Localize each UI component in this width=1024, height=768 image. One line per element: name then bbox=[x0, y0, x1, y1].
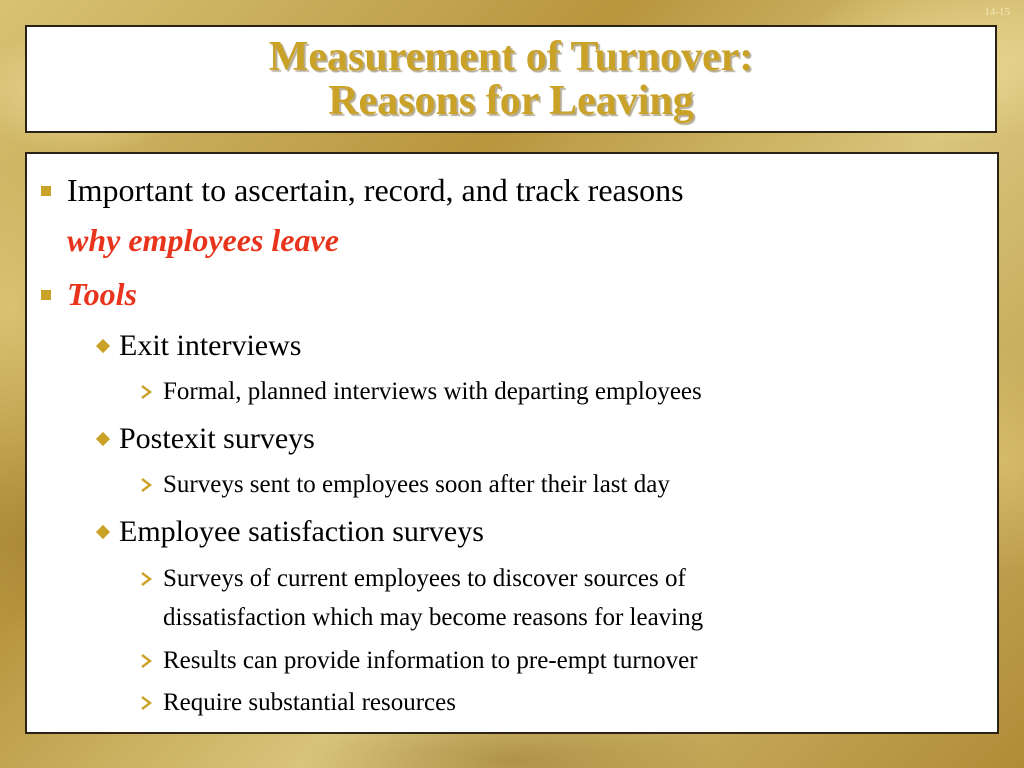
postexit-surveys-detail: Surveys sent to employees soon after their last day bbox=[163, 471, 670, 498]
bullet-reasons-emphasis: why employees leave bbox=[67, 222, 339, 258]
tool-satisfaction-surveys: Employee satisfaction surveys bbox=[119, 515, 484, 548]
slide-title-line2: Reasons for Leaving bbox=[328, 78, 694, 124]
bullet-reasons: Important to ascertain, record, and track reasons bbox=[67, 172, 684, 208]
arrow-bullet-icon bbox=[140, 478, 152, 492]
bullet-tools: Tools bbox=[67, 276, 137, 312]
square-bullet-icon bbox=[41, 186, 51, 196]
satisfaction-detail-resources: Require substantial resources bbox=[163, 689, 456, 716]
arrow-bullet-icon bbox=[140, 696, 152, 710]
arrow-bullet-icon bbox=[140, 654, 152, 668]
diamond-bullet-icon bbox=[96, 525, 110, 539]
exit-interviews-detail: Formal, planned interviews with departing employees bbox=[163, 378, 702, 405]
satisfaction-detail-line1: Surveys of current employees to discover sources of bbox=[163, 565, 686, 592]
slide-title-line1: Measurement of Turnover: bbox=[268, 34, 754, 80]
satisfaction-detail-line2: dissatisfaction which may become reasons for leaving bbox=[163, 604, 704, 631]
diamond-bullet-icon bbox=[96, 432, 110, 446]
slide-number: 14-15 bbox=[984, 6, 1010, 18]
slide-content-box bbox=[25, 152, 999, 734]
tool-exit-interviews: Exit interviews bbox=[119, 329, 302, 362]
arrow-bullet-icon bbox=[140, 572, 152, 586]
arrow-bullet-icon bbox=[140, 385, 152, 399]
diamond-bullet-icon bbox=[96, 339, 110, 353]
square-bullet-icon bbox=[41, 290, 51, 300]
tool-postexit-surveys: Postexit surveys bbox=[119, 422, 315, 455]
slide-title-box bbox=[25, 25, 997, 133]
satisfaction-detail-results: Results can provide information to pre-empt turnover bbox=[163, 647, 698, 674]
